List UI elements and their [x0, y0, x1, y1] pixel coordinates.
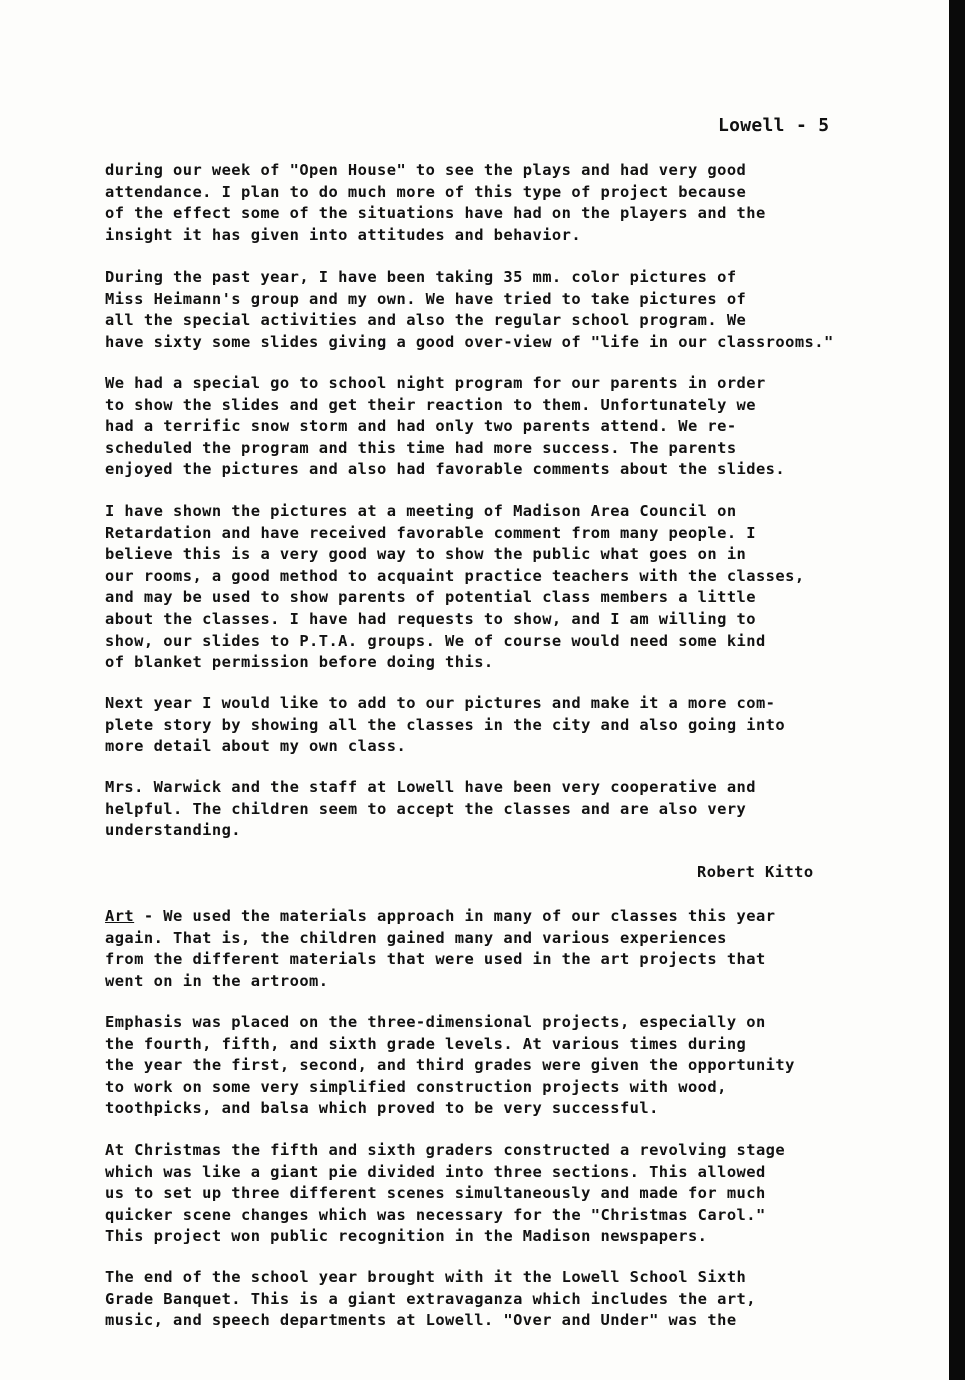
text-line: us to set up three different scenes simultaneously and made for much [105, 1184, 766, 1203]
text-line: Retardation and have received favorable comment from many people. I [105, 523, 756, 542]
paragraph-2 [105, 267, 834, 353]
art-paragraph-3 [105, 1140, 785, 1248]
text-line: to show the slides and get their reaction to them. Unfortunately we [105, 395, 756, 414]
text-line: The end of the school year brought with it the Lowell School Sixth [105, 1268, 747, 1286]
text-line: Next year I would like to add to our pictures and make it a more com- [105, 694, 776, 712]
text-line: Grade Banquet. This is a giant extravaganza which includes the art, [105, 1289, 756, 1308]
text-line: which was like a giant pie divided into three sections. This allowed [105, 1162, 766, 1181]
text-line: helpful. The children seem to accept the classes and are also very [105, 799, 747, 818]
art-paragraph-1 [105, 906, 775, 992]
text-line: have sixty some slides giving a good over-view of "life in our classrooms." [105, 332, 834, 351]
text-line: We had a special go to school night program for our parents in order [105, 374, 766, 392]
text-line: plete story by showing all the classes in the city and also going into [105, 715, 786, 734]
text-line: during our week of "Open House" to see the plays and had very good [105, 161, 747, 179]
text-line: Emphasis was placed on the three-dimensional projects, especially on [105, 1013, 766, 1031]
paragraph-5 [105, 693, 785, 758]
text-line: to work on some very simplified construction projects with wood, [105, 1077, 727, 1096]
text-line: This project won public recognition in the Madison newspapers. [105, 1227, 708, 1246]
text-line: enjoyed the pictures and also had favorable comments about the slides. [105, 460, 786, 479]
text-line: Miss Heimann's group and my own. We have tried to take pictures of [105, 289, 747, 308]
text-line: of the effect some of the situations have had on the players and the [105, 204, 766, 223]
scan-border [949, 0, 965, 1380]
text-line: about the classes. I have had requests to show, and I am willing to [105, 609, 756, 628]
art-paragraph-4 [105, 1267, 756, 1332]
text-line: the year the first, second, and third grades were given the opportunity [105, 1056, 795, 1075]
text-line: music, and speech departments at Lowell. "Over and Under" was the [105, 1311, 737, 1330]
text-line: more detail about my own class. [105, 737, 407, 756]
text-line: During the past year, I have been taking 35 mm. color pictures of [105, 268, 737, 286]
text-line: quicker scene changes which was necessary for the "Christmas Carol." [105, 1205, 766, 1224]
text-line: and may be used to show parents of potential class members a little [105, 588, 756, 607]
text-line: again. That is, the children gained many and various experiences [105, 928, 727, 947]
page-header: Lowell - 5 [718, 115, 830, 136]
text-line: from the different materials that were used in the art projects that [105, 950, 766, 969]
text-line: of blanket permission before doing this. [105, 653, 494, 672]
text-line: scheduled the program and this time had more success. The parents [105, 438, 737, 457]
paragraph-1 [105, 160, 766, 246]
text-line: At Christmas the fifth and sixth graders constructed a revolving stage [105, 1141, 786, 1159]
paragraph-6 [105, 777, 756, 842]
text-line: the fourth, fifth, and sixth grade levels. At various times during [105, 1034, 747, 1053]
text-line [105, 906, 775, 928]
text-line: toothpicks, and balsa which proved to be very successful. [105, 1099, 659, 1118]
text-line: went on in the artroom. [105, 971, 329, 990]
paragraph-4 [105, 501, 805, 674]
text-line: I have shown the pictures at a meeting of Madison Area Council on [105, 502, 737, 520]
text-line: understanding. [105, 821, 242, 840]
text-line: our rooms, a good method to acquaint practice teachers with the classes, [105, 566, 805, 585]
text-line: show, our slides to P.T.A. groups. We of course would need some kind [105, 631, 766, 650]
paragraph-3 [105, 373, 785, 481]
text-line: insight it has given into attitudes and behavior. [105, 225, 582, 244]
author-signature: Robert Kitto [697, 863, 814, 881]
art-first-line-text: - We used the materials approach in many of our classes this year [134, 907, 776, 925]
text-line: all the special activities and also the regular school program. We [105, 311, 747, 330]
art-paragraph-2 [105, 1012, 795, 1120]
text-line: attendance. I plan to do much more of this type of project because [105, 182, 747, 201]
text-line: had a terrific snow storm and had only two parents attend. We re- [105, 417, 737, 436]
text-line: believe this is a very good way to show the public what goes on in [105, 545, 747, 564]
text-line: Mrs. Warwick and the staff at Lowell have been very cooperative and [105, 778, 756, 796]
art-section-label: Art [105, 907, 135, 925]
